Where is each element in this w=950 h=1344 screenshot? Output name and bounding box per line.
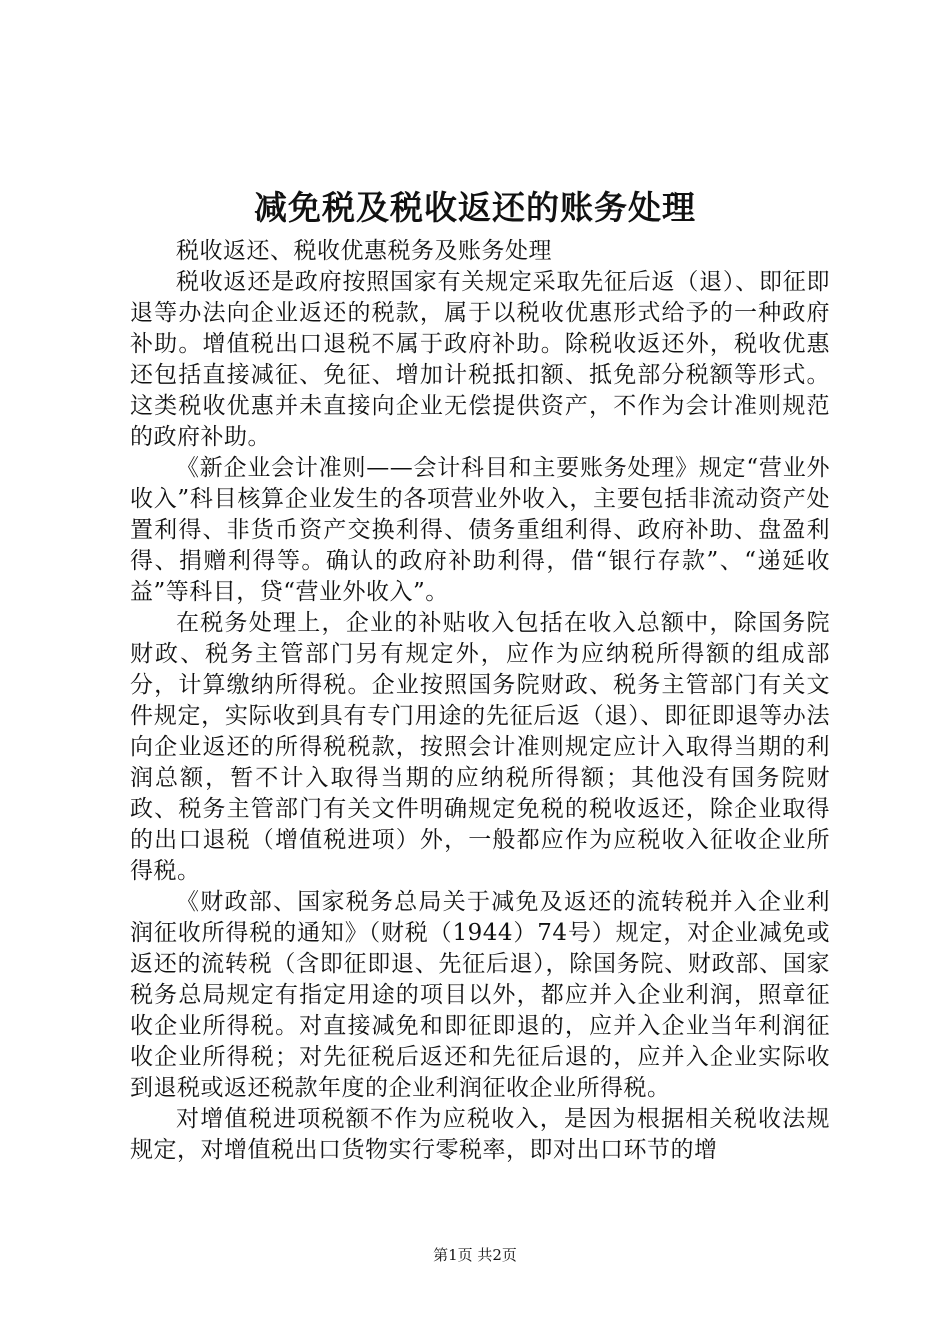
paragraph: 税收返还、税收优惠税务及账务处理: [176, 238, 552, 264]
page-number-footer: 第1页 共2页: [433, 1246, 517, 1264]
paragraph: 对增值税进项税额不作为应税收入，是因为根据相关税收法规规定，对增值税出口货物实行零税率，即对出口环节的增: [130, 1106, 830, 1163]
document-body: [130, 236, 830, 1166]
paragraph: 税收返还是政府按照国家有关规定采取先征后返（退）、即征即退等办法向企业返还的税款，属于以税收优惠形式给予的一种政府补助。增值税出口退税不属于政府补助。除税收返还外，税收优惠还包括直接减征、免征、增加计税抵扣额、抵免部分税额等形式。这类税收优惠并未直接向企业无偿提供资产，不作为会计准则规范的政府补助。: [130, 269, 830, 450]
paragraph: 《新企业会计准则——会计科目和主要账务处理》规定“营业外收入”科目核算企业发生的各项营业外收入，主要包括非流动资产处置利得、非货币资产交换利得、债务重组利得、政府补助、盘盈利得、捐赠利得等。确认的政府补助利得，借“银行存款”、“递延收益”等科目，贷“营业外收入”。: [130, 455, 830, 605]
paragraph: 在税务处理上，企业的补贴收入包括在收入总额中，除国务院财政、税务主管部门另有规定外，应作为应纳税所得额的组成部分，计算缴纳所得税。企业按照国务院财政、税务主管部门有关文件规定，实际收到具有专门用途的先征后返（退）、即征即退等办法向企业返还的所得税税款，按照会计准则规定应计入取得当期的利润总额，暂不计入取得当期的应纳税所得额；其他没有国务院财政、税务主管部门有关文件明确规定免税的税收返还，除企业取得的出口退税（增值税进项）外，一般都应作为应税收入征收企业所得税。: [130, 610, 830, 884]
document-title: 减免税及税收返还的账务处理: [254, 188, 696, 227]
paragraph: 《财政部、国家税务总局关于减免及返还的流转税并入企业利润征收所得税的通知》（财税（1944）74号）规定，对企业减免或返还的流转税（含即征即退、先征后退），除国务院、财政部、国家税务总局规定有指定用途的项目以外，都应并入企业利润，照章征收企业所得税。对直接减免和即征即退的，应并入企业当年利润征收企业所得税；对先征税后返还和先征后退的，应并入企业实际收到退税或返还税款年度的企业利润征收企业所得税。: [130, 889, 830, 1101]
